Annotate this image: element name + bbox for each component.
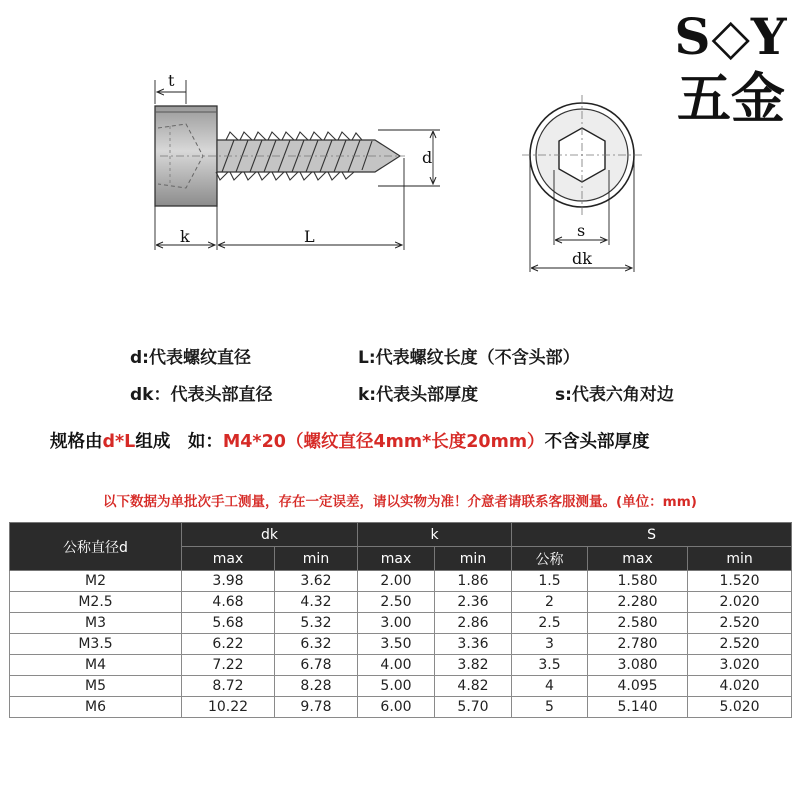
table-cell: 3.080: [588, 655, 688, 676]
table-cell: 2.580: [588, 613, 688, 634]
table-row: [10, 592, 792, 613]
subheader-s-min: min: [688, 547, 792, 571]
table-cell: 2.50: [358, 592, 435, 613]
table-cell: 8.72: [182, 676, 275, 697]
table-cell: 3.98: [182, 571, 275, 592]
table-cell: 4: [512, 676, 588, 697]
table-cell: 6.78: [275, 655, 358, 676]
table-cell: 2.780: [588, 634, 688, 655]
legend-d: d:代表螺纹直径: [130, 348, 251, 368]
table-cell: 8.28: [275, 676, 358, 697]
table-cell-size: M2: [10, 571, 182, 592]
dimension-label-dk: dk: [572, 249, 592, 268]
table-cell: 7.22: [182, 655, 275, 676]
table-row: [10, 613, 792, 634]
table-cell: 4.095: [588, 676, 688, 697]
table-cell: 3.020: [688, 655, 792, 676]
subheader-k-min: min: [435, 547, 512, 571]
legend-dk: dk：代表头部直径: [130, 385, 273, 405]
table-cell: 5.020: [688, 697, 792, 718]
spec-prefix: 规格由: [50, 432, 103, 452]
spec-example: M4*20（螺纹直径4mm*长度20mm）: [222, 432, 545, 452]
table-cell: 4.68: [182, 592, 275, 613]
table-cell: 5.68: [182, 613, 275, 634]
table-cell: 2.00: [358, 571, 435, 592]
table-cell: 4.020: [688, 676, 792, 697]
table-cell-size: M6: [10, 697, 182, 718]
table-cell: 3.00: [358, 613, 435, 634]
table-cell: 6.00: [358, 697, 435, 718]
table-cell: 2.280: [588, 592, 688, 613]
subheader-k-max: max: [358, 547, 435, 571]
table-cell: 2.520: [688, 613, 792, 634]
subheader-dk-max: max: [182, 547, 275, 571]
subheader-dk-min: min: [275, 547, 358, 571]
table-cell: 1.5: [512, 571, 588, 592]
screw-head-top-view: [522, 95, 642, 215]
table-cell: 1.86: [435, 571, 512, 592]
table-cell: 10.22: [182, 697, 275, 718]
table-cell: 2.020: [688, 592, 792, 613]
table-cell: 5.00: [358, 676, 435, 697]
table-cell: 5.140: [588, 697, 688, 718]
logo-text-line1: S◇Y: [674, 7, 788, 66]
spec-formula: d*L: [102, 432, 136, 452]
table-cell: 5.70: [435, 697, 512, 718]
size-spec-table: [9, 522, 792, 718]
table-row: [10, 697, 792, 718]
subheader-s-max: max: [588, 547, 688, 571]
table-cell: 4.00: [358, 655, 435, 676]
spec-format-line: [50, 428, 650, 453]
header-group-s: S: [512, 523, 792, 547]
header-group-k: k: [358, 523, 512, 547]
legend-L: L:代表螺纹长度（不含头部）: [358, 348, 580, 368]
legend-k: k:代表头部厚度: [358, 385, 479, 405]
table-cell-size: M4: [10, 655, 182, 676]
measurement-notice: 以下数据为单批次手工测量，存在一定误差，请以实物为准！介意者请联系客服测量。(单位：mm): [103, 494, 697, 510]
table-cell: 1.580: [588, 571, 688, 592]
spec-middle: 组成 如：: [135, 432, 223, 452]
table-row: [10, 655, 792, 676]
table-cell: 2.86: [435, 613, 512, 634]
table-group-header-row: [10, 523, 792, 547]
header-group-dk: dk: [182, 523, 358, 547]
table-cell: 3.50: [358, 634, 435, 655]
table-cell: 1.520: [688, 571, 792, 592]
dimension-label-t: t: [168, 71, 175, 90]
table-cell-size: M3.5: [10, 634, 182, 655]
dimension-label-d: d: [422, 148, 433, 167]
table-cell: 2.36: [435, 592, 512, 613]
spec-suffix: 不含头部厚度: [544, 432, 650, 452]
logo-text-line2: 五金: [677, 66, 785, 130]
table-cell: 4.82: [435, 676, 512, 697]
table-cell: 6.22: [182, 634, 275, 655]
table-cell: 2.520: [688, 634, 792, 655]
table-cell: 6.32: [275, 634, 358, 655]
table-cell: 4.32: [275, 592, 358, 613]
table-cell: 3.5: [512, 655, 588, 676]
dimension-label-L: L: [304, 227, 315, 246]
table-cell-size: M2.5: [10, 592, 182, 613]
dimension-label-k: k: [180, 227, 190, 246]
table-cell: 5: [512, 697, 588, 718]
table-cell-size: M5: [10, 676, 182, 697]
header-nominal-diameter: 公称直径d: [10, 523, 182, 571]
table-cell-size: M3: [10, 613, 182, 634]
table-cell: 3.36: [435, 634, 512, 655]
table-cell: 5.32: [275, 613, 358, 634]
table-row: [10, 634, 792, 655]
table-cell: 3.82: [435, 655, 512, 676]
subheader-s-nominal: 公称: [512, 547, 588, 571]
table-row: [10, 571, 792, 592]
table-cell: 9.78: [275, 697, 358, 718]
screw-technical-drawing: [0, 0, 800, 300]
table-cell: 2.5: [512, 613, 588, 634]
table-cell: 3: [512, 634, 588, 655]
table-cell: 3.62: [275, 571, 358, 592]
table-row: [10, 676, 792, 697]
table-cell: 2: [512, 592, 588, 613]
dimension-label-s: s: [577, 221, 586, 240]
legend-s: s:代表六角对边: [555, 385, 674, 405]
